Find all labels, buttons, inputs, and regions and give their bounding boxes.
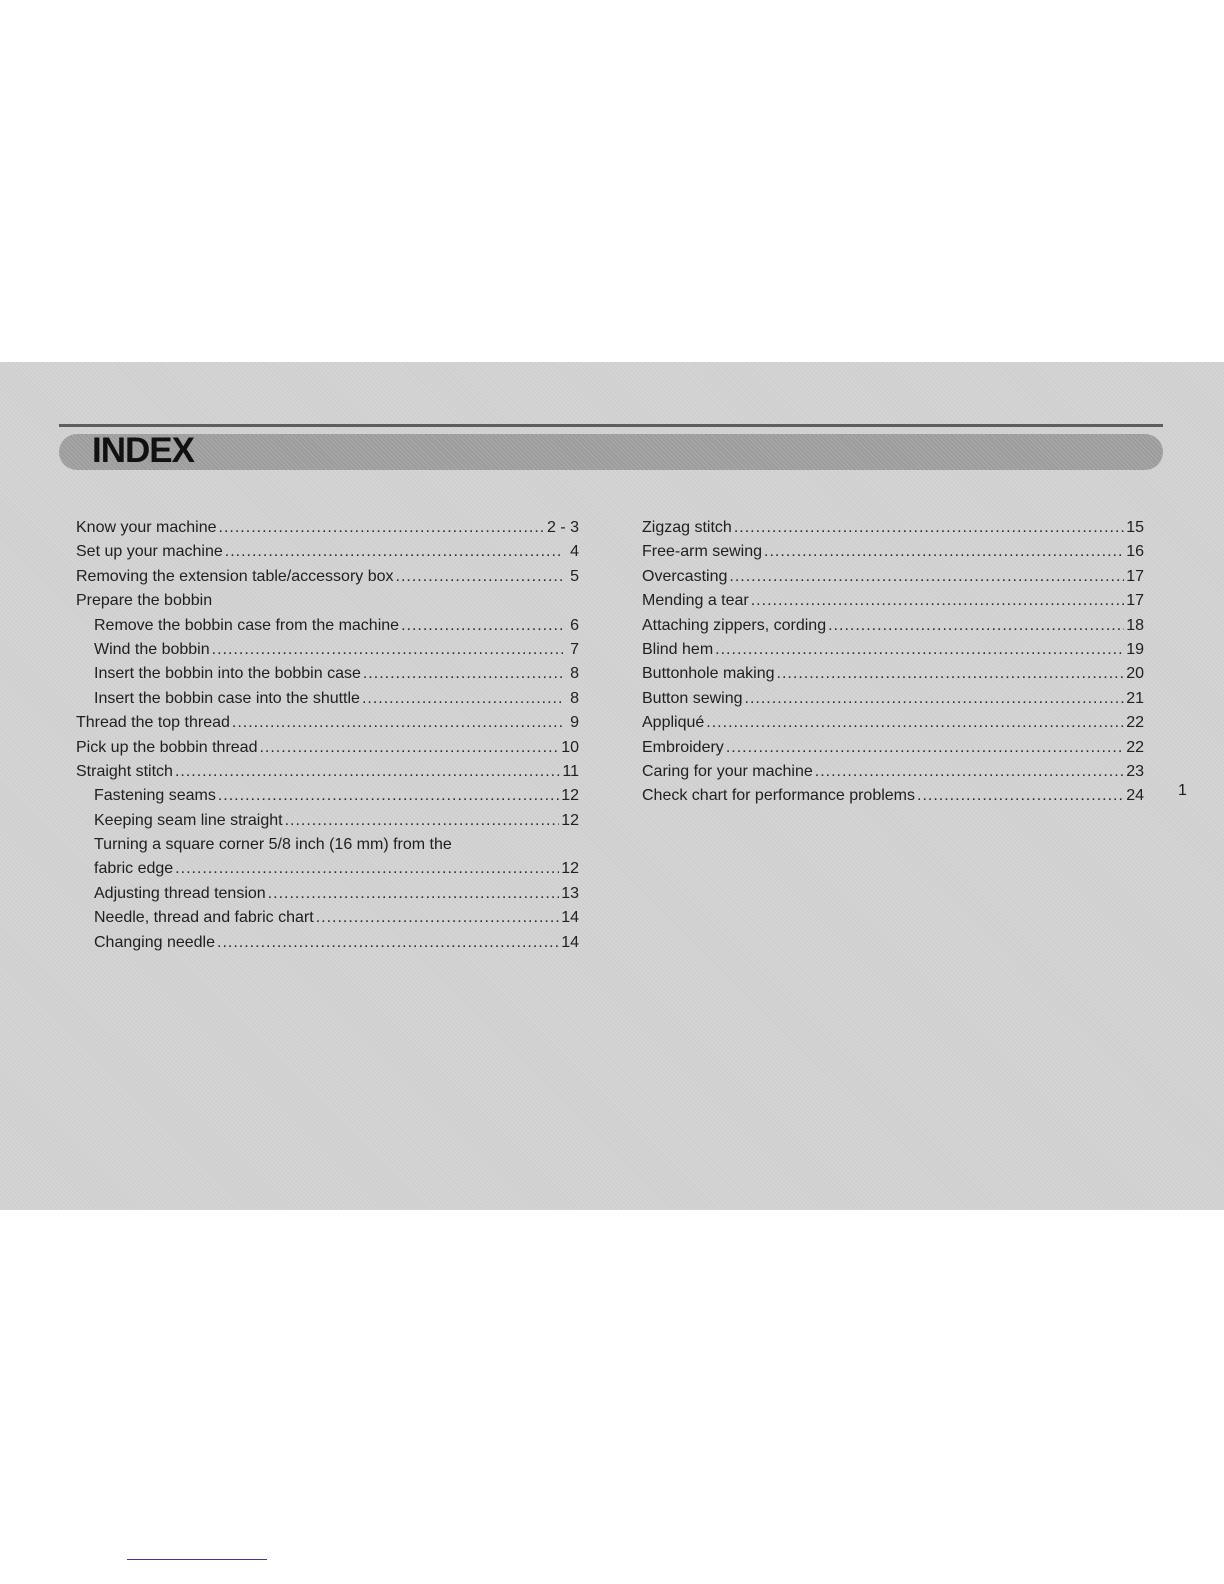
toc-leader-dots (268, 882, 560, 906)
toc-entry (76, 736, 579, 760)
toc-leader-dots (729, 565, 1124, 589)
toc-entry (76, 760, 579, 784)
toc-leader-dots (175, 857, 559, 881)
toc-entry (642, 784, 1144, 808)
toc-entry (642, 736, 1144, 760)
toc-entry (76, 687, 579, 711)
toc-entry-label: Changing needle (94, 933, 215, 951)
toc-entry-page: 10 (561, 738, 579, 756)
toc-leader-dots (917, 784, 1124, 808)
toc-leader-dots (175, 760, 560, 784)
toc-entry-label: Insert the bobbin into the bobbin case (94, 665, 361, 683)
toc-entry-label: Adjusting thread tension (94, 884, 266, 902)
toc-left-column (76, 516, 579, 955)
toc-entry (76, 662, 579, 686)
toc-leader-dots (828, 614, 1124, 638)
toc-entry-page: 22 (1126, 714, 1144, 732)
toc-leader-dots (734, 516, 1124, 540)
toc-entry-page: 8 (570, 665, 579, 683)
toc-entry-label: Removing the extension table/accessory box (76, 567, 394, 585)
toc-entry-page: 16 (1126, 543, 1144, 561)
toc-leader-dots (212, 638, 563, 662)
toc-entry-label: Attaching zippers, cording (642, 616, 827, 634)
toc-entry-label: Turning a square corner 5/8 inch (16 mm) from the (94, 836, 452, 854)
toc-entry-label: Zigzag stitch (642, 519, 732, 536)
toc-leader-dots (219, 516, 545, 540)
toc-leader-dots (715, 638, 1124, 662)
toc-entry-label: Thread the top thread (76, 714, 230, 732)
toc-entry-label: Caring for your machine (642, 762, 813, 780)
toc-leader-dots (726, 736, 1124, 760)
toc-entry-page: 2 - 3 (546, 519, 579, 536)
toc-entry-page: 22 (1126, 738, 1144, 756)
toc-leader-dots (217, 931, 559, 955)
toc-leader-dots (815, 760, 1124, 784)
toc-entry-page: 4 (570, 543, 579, 561)
page-title: INDEX (92, 431, 194, 470)
toc-entry-label: Remove the bobbin case from the machine (94, 616, 400, 634)
toc-entry (642, 662, 1144, 686)
toc-entry (76, 565, 579, 589)
toc-entry-page: 12 (561, 860, 579, 878)
index-title-bar (59, 434, 1163, 470)
toc-leader-dots (316, 906, 560, 930)
toc-leader-dots (777, 662, 1125, 686)
toc-leader-dots (706, 711, 1124, 735)
toc-entry-page: 18 (1126, 616, 1144, 634)
toc-entry-label: Fastening seams (94, 787, 216, 805)
toc-entry (642, 565, 1144, 589)
toc-entry (76, 589, 579, 613)
toc-entry-label: Know your machine (76, 519, 217, 536)
toc-entry-label: Prepare the bobbin (76, 592, 213, 610)
page-number: 1 (1178, 782, 1187, 799)
toc-entry-label: Blind hem (642, 640, 714, 658)
toc-entry (76, 540, 579, 564)
toc-entry-page: 6 (570, 616, 579, 634)
toc-entry (76, 638, 579, 662)
toc-entry-label: fabric edge (94, 860, 174, 878)
toc-entry (76, 906, 579, 930)
top-rule-divider (59, 424, 1163, 427)
toc-entry-page: 17 (1126, 567, 1144, 585)
toc-entry-page: 24 (1126, 787, 1144, 805)
toc-entry (76, 614, 579, 638)
toc-entry-label: Embroidery (642, 738, 724, 756)
toc-entry-page: 12 (561, 811, 579, 829)
toc-entry-page: 11 (562, 762, 579, 780)
toc-entry-label: Buttonhole making (642, 665, 775, 683)
toc-entry-label: Straight stitch (76, 762, 173, 780)
toc-entry (642, 614, 1144, 638)
toc-entry-page: 7 (570, 640, 579, 658)
toc-entry-page: 5 (570, 567, 579, 585)
toc-entry (642, 760, 1144, 784)
toc-leader-dots (363, 662, 563, 686)
toc-entry (76, 931, 579, 955)
toc-entry-label: Wind the bobbin (94, 640, 210, 658)
toc-entry-page: 23 (1126, 762, 1144, 780)
toc-entry-label: Set up your machine (76, 543, 223, 561)
toc-entry (642, 638, 1144, 662)
toc-leader-dots (751, 589, 1124, 613)
toc-entry-page: 12 (561, 787, 579, 805)
toc-entry (642, 687, 1144, 711)
toc-entry-page: 21 (1126, 689, 1144, 707)
toc-entry (76, 857, 579, 881)
toc-entry-page: 13 (561, 884, 579, 902)
toc-leader-dots (218, 784, 559, 808)
toc-entry-label: Button sewing (642, 689, 743, 707)
toc-entry-label: Keeping seam line straight (94, 811, 283, 829)
toc-entry (76, 784, 579, 808)
toc-entry-label: Appliqué (642, 714, 705, 732)
toc-leader-dots (764, 540, 1124, 564)
toc-entry-label: Check chart for performance problems (642, 787, 915, 805)
toc-entry-page: 20 (1126, 665, 1144, 683)
toc-entry-label: Insert the bobbin case into the shuttle (94, 689, 360, 707)
toc-entry (76, 711, 579, 735)
toc-entry-page: 17 (1126, 592, 1144, 610)
toc-leader-dots (259, 736, 559, 760)
toc-entry (76, 882, 579, 906)
toc-entry (642, 516, 1144, 540)
toc-entry-label: Mending a tear (642, 592, 749, 610)
toc-leader-dots (745, 687, 1125, 711)
toc-entry-label: Needle, thread and fabric chart (94, 909, 314, 927)
toc-entry-page: 8 (570, 689, 579, 707)
toc-entry (642, 589, 1144, 613)
toc-entry-page: 19 (1126, 640, 1144, 658)
toc-entry-page: 14 (561, 909, 579, 927)
toc-entry (642, 540, 1144, 564)
toc-leader-dots (232, 711, 563, 735)
toc-leader-dots (225, 540, 563, 564)
toc-entry-page: 15 (1126, 519, 1144, 536)
toc-entry (76, 809, 579, 833)
toc-entry (76, 833, 579, 857)
toc-entry-label: Overcasting (642, 567, 728, 585)
toc-entry-page: 9 (570, 714, 579, 732)
toc-entry-label: Pick up the bobbin thread (76, 738, 258, 756)
toc-leader-dots (401, 614, 563, 638)
toc-right-column (642, 516, 1144, 809)
toc-entry (76, 516, 579, 540)
toc-leader-dots (362, 687, 563, 711)
footer-rule (127, 1559, 267, 1560)
toc-entry-page: 14 (561, 933, 579, 951)
toc-entry (642, 711, 1144, 735)
toc-leader-dots (396, 565, 563, 589)
toc-entry-label: Free-arm sewing (642, 543, 763, 561)
toc-leader-dots (285, 809, 560, 833)
